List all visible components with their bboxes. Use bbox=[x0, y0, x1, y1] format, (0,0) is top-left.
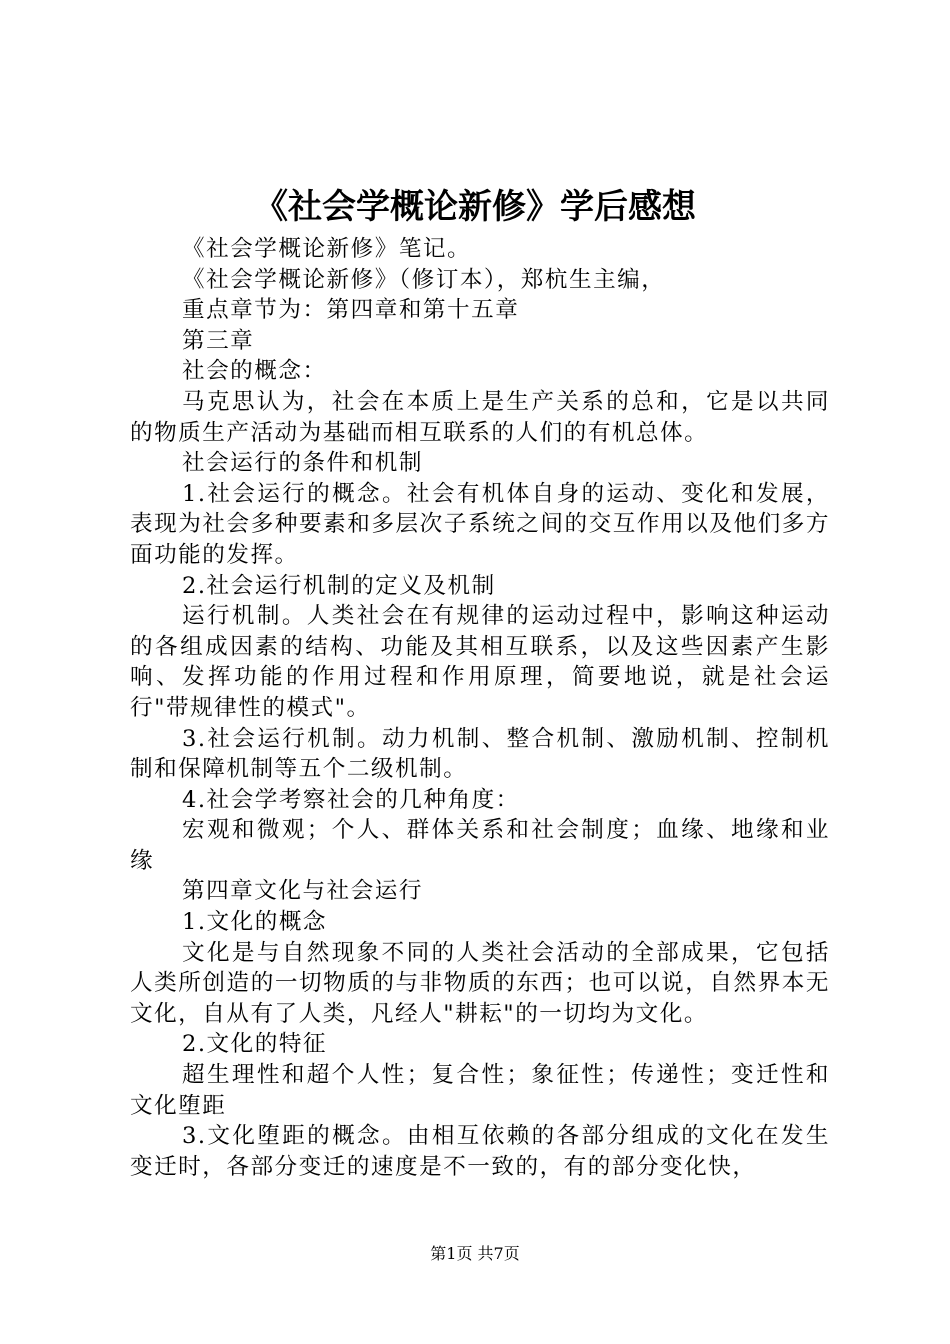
paragraph: 第三章 bbox=[182, 327, 255, 354]
paragraph: 文化是与自然现象不同的人类社会活动的全部成果，它包括人类所创造的一切物质的与非物质的东西；也可以说，自然界本无文化，自从有了人类，凡经人"耕耘"的一切均为文化。 bbox=[130, 939, 830, 1027]
paragraph: 马克思认为，社会在本质上是生产关系的总和，它是以共同的物质生产活动为基础而相互联系的人们的有机总体。 bbox=[130, 388, 830, 446]
paragraph: 4.社会学考察社会的几种角度： bbox=[182, 786, 520, 813]
paragraph: 2.社会运行机制的定义及机制 bbox=[182, 572, 496, 599]
paragraph: 第四章文化与社会运行 bbox=[182, 878, 423, 905]
paragraph: 《社会学概论新修》（修订本），郑杭生主编， bbox=[182, 266, 666, 293]
paragraph: 2.文化的特征 bbox=[182, 1031, 328, 1058]
paragraph: 1.文化的概念 bbox=[182, 909, 328, 936]
paragraph: 运行机制。人类社会在有规律的运动过程中，影响这种运动的各组成因素的结构、功能及其相互联系，以及这些因素产生影响、发挥功能的作用过程和作用原理，简要地说，就是社会运行"带规律性的模式"。 bbox=[130, 603, 830, 721]
paragraph: 社会的概念： bbox=[182, 358, 327, 385]
paragraph: 宏观和微观；个人、群体关系和社会制度；血缘、地缘和业缘 bbox=[130, 817, 830, 874]
paragraph: 超生理性和超个人性；复合性；象征性；传递性；变迁性和文化堕距 bbox=[130, 1062, 830, 1119]
paragraph: 3.文化堕距的概念。由相互依赖的各部分组成的文化在发生变迁时，各部分变迁的速度是不一致的，有的部分变化快， bbox=[130, 1123, 830, 1180]
paragraph: 3.社会运行机制。动力机制、整合机制、激励机制、控制机制和保障机制等五个二级机制。 bbox=[130, 725, 830, 783]
document-title: 《社会学概论新修》学后感想 bbox=[254, 187, 696, 227]
page-footer: 第1页 共7页 bbox=[430, 1244, 520, 1263]
paragraph: 重点章节为：第四章和第十五章 bbox=[182, 297, 520, 324]
paragraph: 1.社会运行的概念。社会有机体自身的运动、变化和发展，表现为社会多种要素和多层次子系统之间的交互作用以及他们多方面功能的发挥。 bbox=[130, 480, 830, 568]
paragraph: 《社会学概论新修》笔记。 bbox=[182, 236, 472, 262]
document-body bbox=[130, 234, 830, 1182]
paragraph: 社会运行的条件和机制 bbox=[182, 450, 423, 477]
